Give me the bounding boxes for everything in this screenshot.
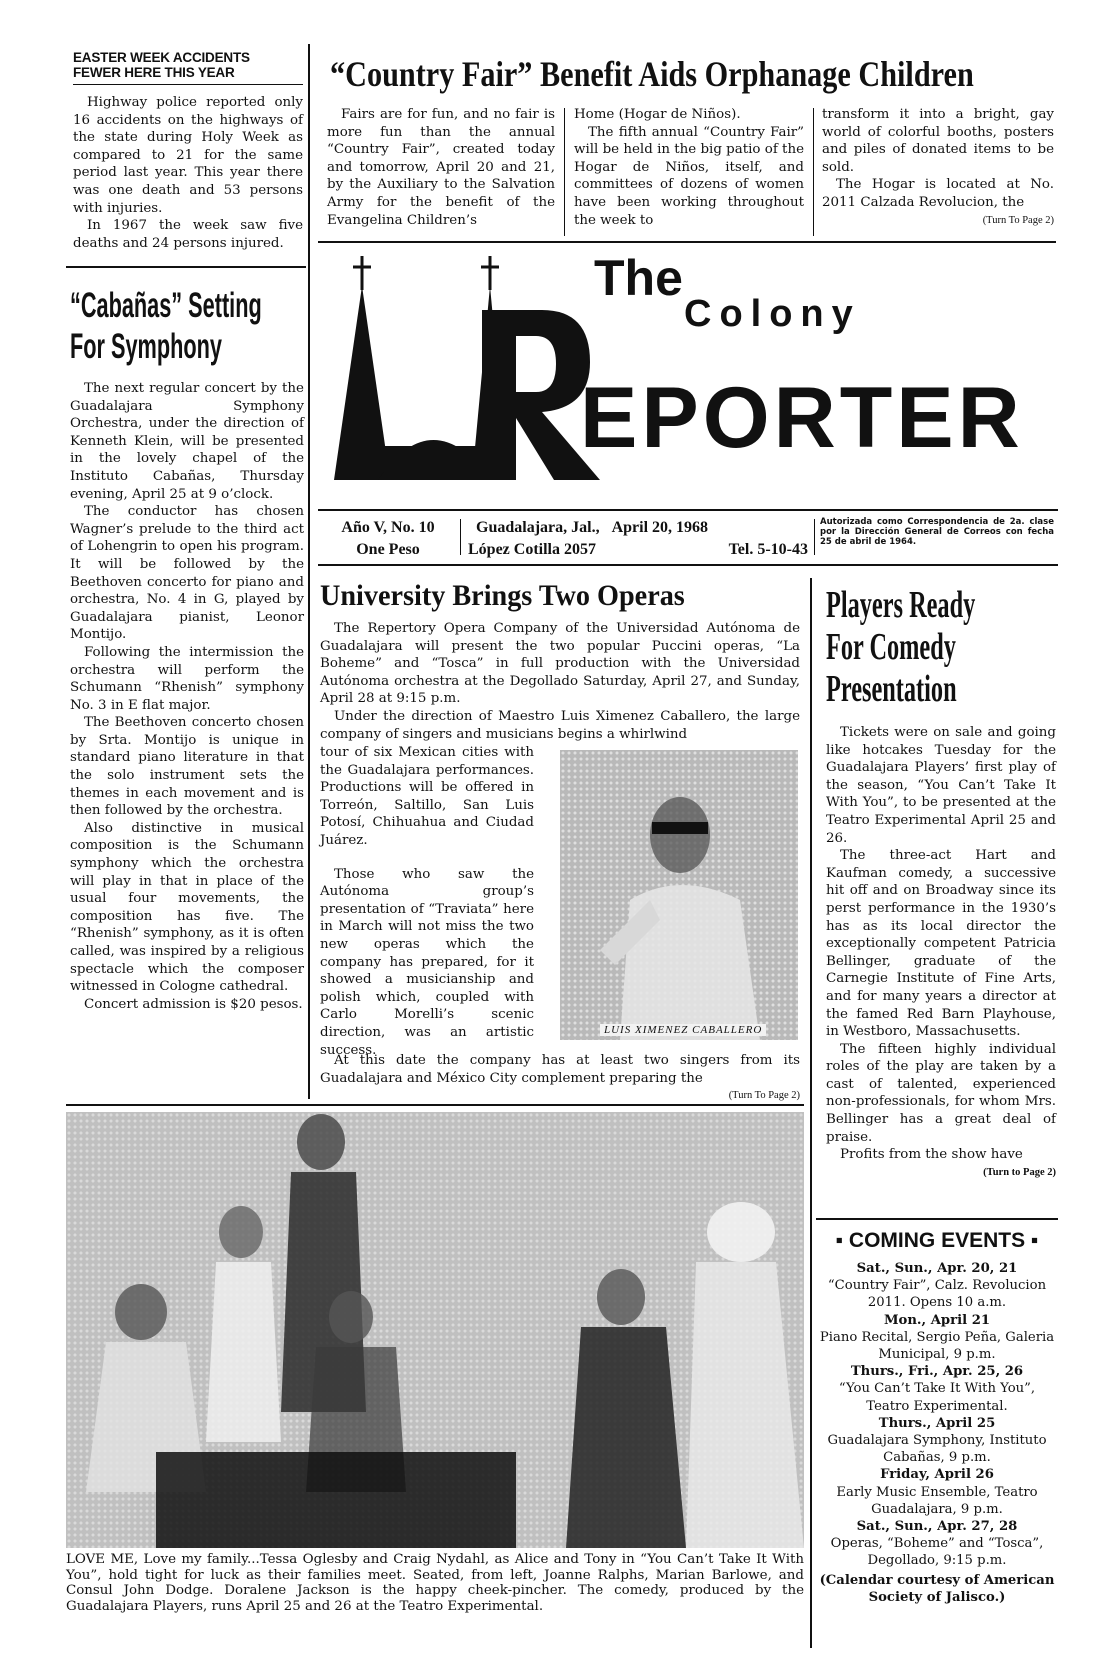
event-date: Thurs., April 25 <box>878 1415 996 1431</box>
easter-paragraph: In 1967 the week saw five deaths and 24 persons injured. <box>73 218 303 251</box>
cabanas-article <box>70 286 304 1013</box>
event-date: Friday, April 26 <box>880 1467 994 1483</box>
masthead-the: The <box>594 250 683 306</box>
city: Guadalajara, Jal., <box>476 519 600 536</box>
operas-closing: At this date the company has at least two singers from its Guadalajara and México City complement preparing the (Turn To Page 2) <box>320 1052 800 1105</box>
operas-headline: University Brings Two Operas <box>320 579 685 612</box>
players-paragraph: Profits from the show have <box>840 1147 1023 1163</box>
masthead-colony: Colony <box>684 293 861 335</box>
telephone: Tel. 5-10-43 <box>728 541 808 558</box>
event-item <box>818 1363 1056 1415</box>
cast-figures <box>66 1112 804 1548</box>
masthead-reporter: EPORTER <box>580 370 1024 466</box>
event-date: Sat., Sun., Apr. 20, 21 <box>856 1261 1018 1276</box>
event-desc: Piano Recital, Sergio Peña, Galeria Municipal, 9 p.m. <box>819 1329 1055 1363</box>
country-fair-col-3: transform it into a bright, gay world of colorful booths, posters and piles of donated items to be sold. The Hogar is located at No. 2011 Calzada Revolucion, the (Turn To Page 2) <box>822 106 1054 229</box>
country-fair-col-1: Fairs are for fun, and no fair is more fun than the annual “Country Fair”, created today and tomorrow, April 20 and 21, by the Auxiliary to the Salvation Army for the benefit of the Evangelina Children’s <box>327 107 555 228</box>
event-date: Thurs., Fri., Apr. 25, 26 <box>850 1364 1024 1380</box>
easter-article <box>73 50 303 252</box>
cast-photo-caption: LOVE ME, Love my family...Tessa Oglesby and Craig Nydahl, as Alice and Tony in “You Can’t Take It With You”, hold tight for luck as their families meet. Seated, from left, Joanne Ralphs, Marian Barlowe, and Consul John Dodge. Doralene Jackson is the happy cheek-pincher. The comedy, produced by the Guadalajara Players, runs April 25 and 26 at the Teatro Experimental. <box>66 1552 804 1614</box>
price: One Peso <box>356 541 420 558</box>
event-date: Mon., April 21 <box>883 1312 991 1328</box>
year-number: Año V, No. 10 <box>341 519 435 536</box>
address: López Cotilla 2057 <box>468 541 596 558</box>
event-item <box>818 1466 1056 1518</box>
event-desc: “You Can’t Take It With You”, Teatro Experimental. <box>838 1381 1036 1414</box>
coming-events <box>818 1226 1056 1606</box>
operas-intro: The Repertory Opera Company of the Universidad Autónoma de Guadalajara will present the two popular Puccini operas, “La Boheme” and “Tosca” in full production with the Universidad Autónoma orchestra at the Degollado Saturday, April 27, and Sunday, April 28 at 9:15 p.m. Under the direction of Maestro Luis Ximenez Caballero, the large company of singers and musicians begins a whirlwind <box>320 621 800 742</box>
issue-date: April 20, 1968 <box>611 519 709 536</box>
postal-notice: Autorizada como Correspondencia de 2a. clase por la Dirección General de Correos con fecha 25 de abril de 1964. <box>820 517 1054 547</box>
conductor-photo-caption: LUIS XIMENEZ CABALLERO <box>600 1024 766 1036</box>
cast-photo <box>66 1112 804 1548</box>
event-item <box>818 1415 1056 1467</box>
cabanas-paragraph: Following the intermission the orchestra will perform the Schumann “Rhenish” symphony No. 3 in E flat major. <box>70 644 304 713</box>
players-paragraph: The three-act Hart and Kaufman comedy, a successive hit off and on Broadway since its perst performance in the 1930’s has as its local director the exceptionally competent Patricia Bellinger, graduate of the Carnegie Institute of Fine Arts, and for many years a director at the famed Red Barn Playhouse, in Westboro, Massachusetts. <box>826 848 1056 1040</box>
cabanas-paragraph: Concert admission is $20 pesos. <box>84 996 303 1012</box>
easter-paragraph: Highway police reported only 16 accidents on the highways of the state during Holy Week as compared to 21 for the same period last year. This year there was one death and 53 persons with injuries. <box>73 95 303 216</box>
operas-column: tour of six Mexican cities with the Guadalajara performances. Productions will be offered in Torreón, Saltillo, San Luis Potosí, Chihuahua and Ciudad Juárez. Those who saw the Autónoma group’s presentation of “Traviata” here in March will not miss the two new operas which the company has prepared, for it showed a musicianship and polish which, coupled with Carlo Morelli’s scenic direction, was an artistic success. <box>320 745 534 1058</box>
events-credit: (Calendar courtesy of American Society of Jalisco.) <box>819 1572 1055 1605</box>
country-fair-headline: “Country Fair” Benefit Aids Orphanage Children <box>330 54 974 94</box>
turn-to-page: (Turn to Page 2) <box>983 1166 1056 1178</box>
cabanas-headline: “Cabañas” Setting For Symphony <box>70 286 262 366</box>
masthead <box>332 250 1058 490</box>
cabanas-paragraph: Also distinctive in musical composition is the Schumann symphony which the orchestra will play in that in place of the usual four movements, the composition has five. The “Rhenish” symphony, as it is often called, was inspired by a religious spectacle which the composer witnessed in Cologne cathedral. <box>70 820 304 995</box>
coming-events-title: ▪ COMING EVENTS ▪ <box>835 1229 1039 1252</box>
country-fair-col-2: Home (Hogar de Niños). The fifth annual “Country Fair” will be held in the big patio of the Hogar de Niños, itself, and committees of dozens of women have been working throughout the week to <box>574 107 804 228</box>
players-headline: Players Ready For Comedy Presentation <box>826 584 976 710</box>
players-article <box>826 584 1056 1181</box>
turn-to-page: (Turn To Page 2) <box>982 214 1054 226</box>
players-paragraph: Tickets were on sale and going like hotcakes Tuesday for the Guadalajara Players’ first play of the season, “You Can’t Take It With You”, to be presented at the Teatro Experimental April 25 and 26. <box>826 725 1056 846</box>
event-desc: Early Music Ensemble, Teatro Guadalajara, 9 p.m. <box>836 1484 1038 1517</box>
event-item <box>818 1312 1056 1364</box>
event-item <box>818 1260 1056 1312</box>
cabanas-paragraph: The Beethoven concerto chosen by Srta. Montijo is unique in standard piano literature in that the solo instrument sets the themes in each movement and is then followed by the orchestra. <box>70 715 304 819</box>
conductor-figure <box>560 750 798 1040</box>
easter-headline: EASTER WEEK ACCIDENTS FEWER HERE THIS YEAR <box>73 50 250 80</box>
cabanas-paragraph: The next regular concert by the Guadalajara Symphony Orchestra, under the direction of Kenneth Klein, will be presented in the lovely chapel of the Instituto Cabañas, Thursday evening, April 25 at 9 o’clock. <box>70 381 304 502</box>
event-item <box>818 1518 1056 1570</box>
cabanas-paragraph: The conductor has chosen Wagner’s prelude to the third act of Lohengrin to open his program. It will be followed by the Beethoven concerto for piano and orchestra, No. 4 in G, played by Guadalajara pianist, Leonor Montijo. <box>70 504 304 643</box>
event-date: Sat., Sun., Apr. 27, 28 <box>856 1519 1018 1535</box>
event-desc: “Country Fair”, Calz. Revolucion 2011. Opens 10 a.m. <box>827 1278 1047 1311</box>
info-bar <box>318 511 1058 563</box>
event-desc: Operas, “Boheme” and “Tosca”, Degollado, 9:15 p.m. <box>830 1536 1044 1569</box>
conductor-photo <box>560 750 798 1040</box>
event-desc: Guadalajara Symphony, Instituto Cabañas, 9 p.m. <box>827 1433 1047 1466</box>
turn-to-page: (Turn To Page 2) <box>728 1090 800 1102</box>
players-paragraph: The fifteen highly individual roles of the play are taken by a cast of talented, experienced non-professionals, for whom Mrs. Bellinger has a great deal of praise. <box>826 1041 1056 1145</box>
